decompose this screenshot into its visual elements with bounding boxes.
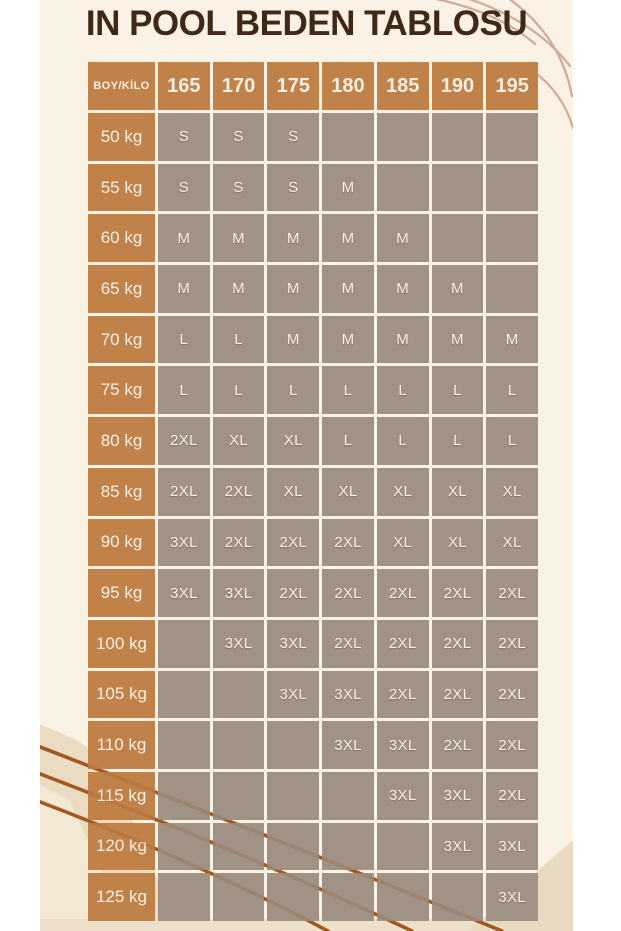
size-cell: XL (432, 468, 484, 516)
size-cell: L (377, 417, 429, 465)
size-cell: 3XL (432, 772, 484, 820)
size-cell: XL (377, 519, 429, 567)
size-cell: 2XL (432, 671, 484, 719)
weight-label-cell: 110 kg (88, 721, 155, 769)
size-cell: XL (267, 417, 319, 465)
size-cell (158, 620, 210, 668)
size-cell: M (267, 316, 319, 364)
size-cell: 3XL (213, 620, 265, 668)
size-cell: 2XL (322, 620, 374, 668)
size-cell (158, 823, 210, 871)
size-cell (267, 873, 319, 921)
size-cell (267, 772, 319, 820)
size-cell: XL (432, 519, 484, 567)
size-cell: L (486, 417, 538, 465)
weight-label-cell: 90 kg (88, 519, 155, 567)
size-cell: M (377, 214, 429, 262)
size-cell: L (158, 316, 210, 364)
size-cell: 3XL (377, 772, 429, 820)
size-cell: 3XL (158, 519, 210, 567)
weight-label-cell: 125 kg (88, 873, 155, 921)
size-cell: M (377, 316, 429, 364)
weight-label-cell: 50 kg (88, 113, 155, 161)
size-cell: S (267, 164, 319, 212)
size-cell: XL (267, 468, 319, 516)
size-cell (486, 214, 538, 262)
weight-label-cell: 70 kg (88, 316, 155, 364)
size-cell: L (432, 366, 484, 414)
size-cell (213, 873, 265, 921)
size-cell: XL (486, 468, 538, 516)
weight-label-cell: 55 kg (88, 164, 155, 212)
size-cell (267, 721, 319, 769)
size-cell: 2XL (486, 671, 538, 719)
height-header-cell: 185 (377, 62, 429, 110)
size-cell: M (486, 316, 538, 364)
size-cell: 2XL (486, 721, 538, 769)
height-header-cell: 170 (213, 62, 265, 110)
size-cell: 2XL (322, 569, 374, 617)
weight-label-cell: 80 kg (88, 417, 155, 465)
size-cell (486, 113, 538, 161)
size-cell (322, 873, 374, 921)
size-cell: 3XL (322, 671, 374, 719)
size-cell (486, 164, 538, 212)
height-header-cell: 165 (158, 62, 210, 110)
size-cell (158, 873, 210, 921)
size-cell (158, 671, 210, 719)
size-cell: XL (377, 468, 429, 516)
size-cell: 2XL (486, 620, 538, 668)
size-cell (322, 823, 374, 871)
weight-label-cell: 65 kg (88, 265, 155, 313)
weight-label-cell: 95 kg (88, 569, 155, 617)
size-cell: M (322, 265, 374, 313)
size-cell: 2XL (377, 620, 429, 668)
size-cell (158, 721, 210, 769)
size-cell (486, 265, 538, 313)
size-cell (322, 772, 374, 820)
weight-label-cell: 85 kg (88, 468, 155, 516)
size-cell: 2XL (158, 417, 210, 465)
size-cell: 2XL (158, 468, 210, 516)
size-cell: M (432, 265, 484, 313)
size-cell: 2XL (267, 569, 319, 617)
size-cell (322, 113, 374, 161)
size-cell: L (213, 366, 265, 414)
size-cell: XL (322, 468, 374, 516)
size-cell: 3XL (322, 721, 374, 769)
size-cell: 3XL (213, 569, 265, 617)
size-cell: M (267, 265, 319, 313)
height-header-cell: 195 (486, 62, 538, 110)
size-cell: 2XL (322, 519, 374, 567)
weight-label-cell: 115 kg (88, 772, 155, 820)
size-cell: L (158, 366, 210, 414)
size-cell (377, 873, 429, 921)
size-cell: M (267, 214, 319, 262)
size-cell: M (158, 214, 210, 262)
size-cell: 2XL (432, 620, 484, 668)
size-cell: L (322, 417, 374, 465)
size-cell: 3XL (377, 721, 429, 769)
size-cell: 2XL (213, 468, 265, 516)
size-cell (213, 721, 265, 769)
weight-label-cell: 100 kg (88, 620, 155, 668)
size-cell: S (267, 113, 319, 161)
size-cell (432, 214, 484, 262)
size-cell: S (213, 113, 265, 161)
size-cell (432, 164, 484, 212)
size-cell (158, 772, 210, 820)
size-cell: M (432, 316, 484, 364)
size-cell (213, 823, 265, 871)
weight-label-cell: 60 kg (88, 214, 155, 262)
size-cell: S (158, 113, 210, 161)
size-cell: S (158, 164, 210, 212)
size-cell: L (213, 316, 265, 364)
size-cell: L (486, 366, 538, 414)
height-header-cell: 180 (322, 62, 374, 110)
size-cell: M (322, 164, 374, 212)
size-cell (377, 164, 429, 212)
size-cell: 2XL (486, 772, 538, 820)
size-cell: 2XL (432, 721, 484, 769)
size-cell: 3XL (432, 823, 484, 871)
size-cell: L (322, 366, 374, 414)
size-cell: 2XL (377, 671, 429, 719)
design-canvas (40, 0, 573, 931)
size-cell: M (322, 316, 374, 364)
size-cell (267, 823, 319, 871)
size-cell: 2XL (213, 519, 265, 567)
size-cell: 3XL (486, 873, 538, 921)
weight-label-cell: 120 kg (88, 823, 155, 871)
size-cell: L (267, 366, 319, 414)
size-cell: M (158, 265, 210, 313)
size-cell: S (213, 164, 265, 212)
size-table (88, 62, 538, 921)
size-cell (432, 873, 484, 921)
size-cell: XL (213, 417, 265, 465)
size-cell (377, 823, 429, 871)
size-cell: M (377, 265, 429, 313)
size-cell: 2XL (486, 569, 538, 617)
size-cell: 3XL (158, 569, 210, 617)
size-cell: M (213, 214, 265, 262)
size-cell: 3XL (486, 823, 538, 871)
size-cell: 2XL (267, 519, 319, 567)
size-cell: XL (486, 519, 538, 567)
weight-label-cell: 75 kg (88, 366, 155, 414)
height-header-cell: 190 (432, 62, 484, 110)
size-cell: M (322, 214, 374, 262)
size-cell (213, 772, 265, 820)
size-cell: 3XL (267, 671, 319, 719)
size-cell (432, 113, 484, 161)
weight-label-cell: 105 kg (88, 671, 155, 719)
size-cell: 2XL (377, 569, 429, 617)
page-title: IN POOL BEDEN TABLOSU (85, 4, 528, 43)
size-cell: 3XL (267, 620, 319, 668)
size-cell (377, 113, 429, 161)
size-cell: 2XL (432, 569, 484, 617)
height-header-cell: 175 (267, 62, 319, 110)
size-cell: M (213, 265, 265, 313)
size-cell: L (432, 417, 484, 465)
corner-header-cell: BOY/KİLO (88, 62, 155, 110)
size-cell (213, 671, 265, 719)
size-cell: L (377, 366, 429, 414)
